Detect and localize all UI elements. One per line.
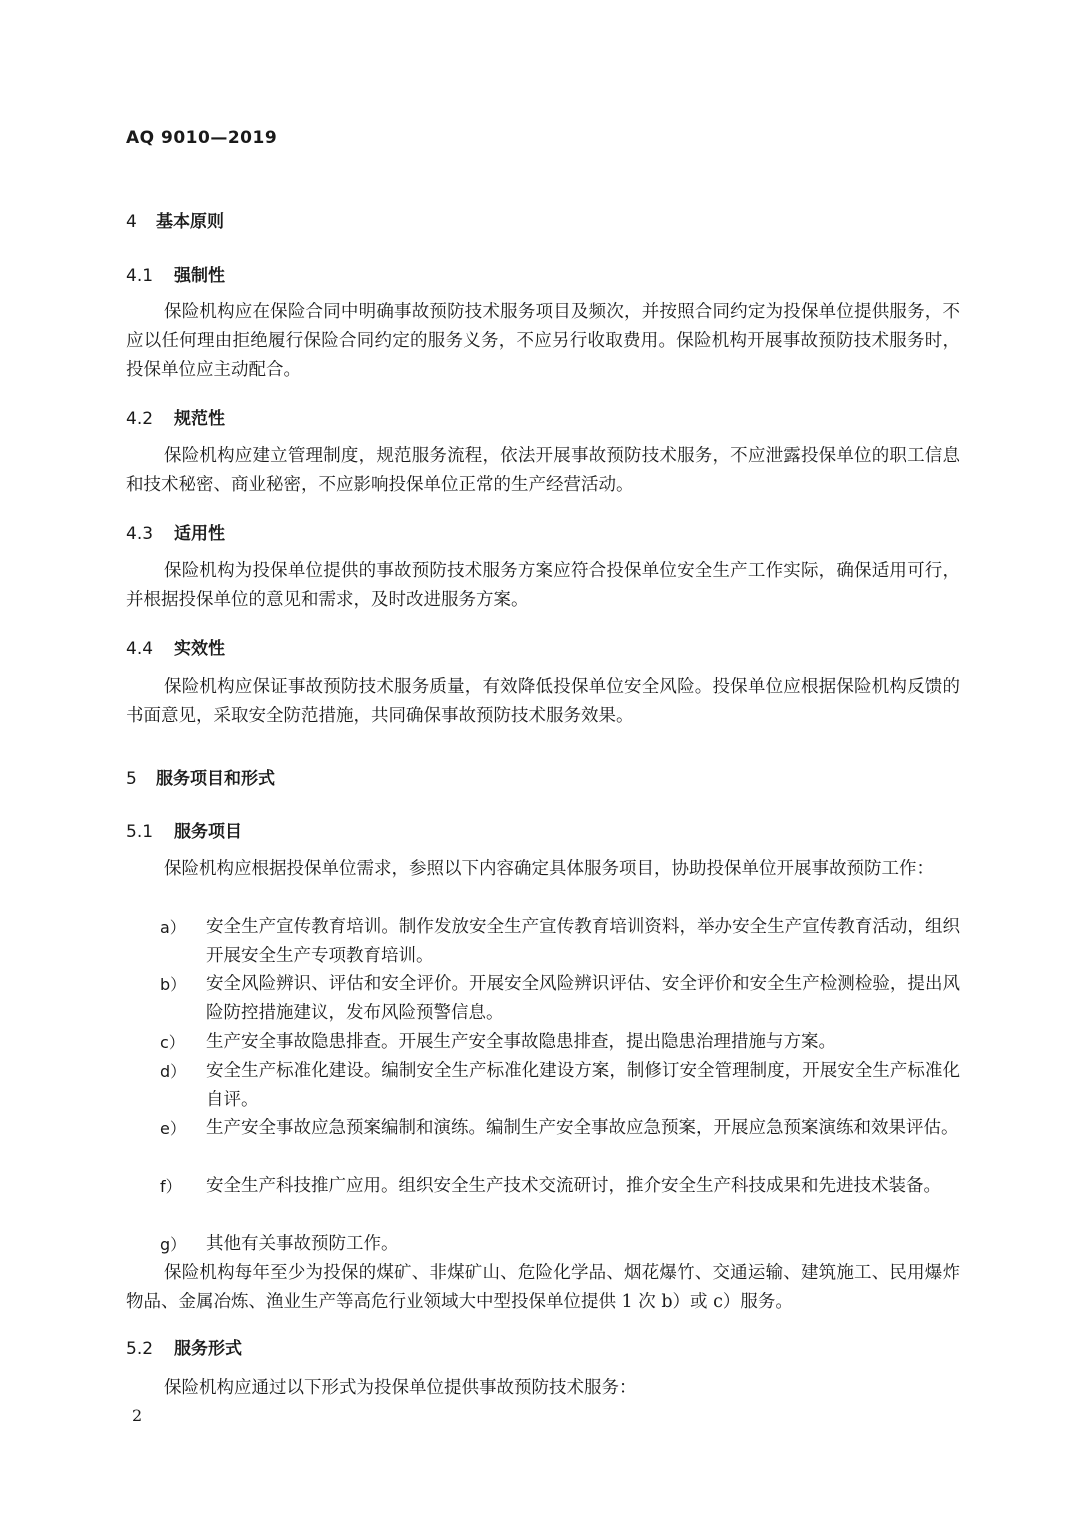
list-item [160,1172,960,1201]
list-item [160,1114,960,1143]
list-item-text: 生产安全事故隐患排查。开展生产安全事故隐患排查，提出隐患治理措施与方案。 [206,1032,836,1052]
page-number: 2 [132,1406,143,1425]
section-title: 服务形式 [174,1339,242,1359]
list-marker: f） [160,1177,182,1196]
section-4-4-heading [126,634,225,659]
section-4-2-heading [126,404,225,429]
list-item [160,913,960,971]
list-item [160,1057,960,1115]
section-number: 4.3 [126,524,154,544]
section-number: 4.2 [126,409,154,429]
section-number: 5.1 [126,822,154,842]
list-marker: g） [160,1235,187,1254]
list-item [160,970,960,1028]
list-item [160,1028,960,1057]
list-item-text: 生产安全事故应急预案编制和演练。编制生产安全事故应急预案，开展应急预案演练和效果评估。 [206,1118,959,1138]
section-4-2-paragraph: 保险机构应建立管理制度，规范服务流程，依法开展事故预防技术服务，不应泄露投保单位的职工信息和技术秘密、商业秘密，不应影响投保单位正常的生产经营活动。 [126,446,960,495]
section-number: 4.1 [126,266,154,286]
section-5-1-closing: 保险机构每年至少为投保的煤矿、非煤矿山、危险化学品、烟花爆竹、交通运输、建筑施工、民用爆炸物品、金属冶炼、渔业生产等高危行业领域大中型投保单位提供 1 次 b）或 c）服务。 [126,1263,960,1312]
section-number: 4 [126,212,137,232]
section-4-heading [126,207,224,232]
section-4-4-paragraph: 保险机构应保证事故预防技术服务质量，有效降低投保单位安全风险。投保单位应根据保险机构反馈的书面意见，采取安全防范措施，共同确保事故预防技术服务效果。 [126,677,960,726]
list-marker: c） [160,1033,185,1052]
section-title: 实效性 [174,639,225,659]
list-item-text: 安全风险辨识、评估和安全评价。开展安全风险辨识评估、安全评价和安全生产检测检验，提出风险防控措施建议，发布风险预警信息。 [206,974,960,1023]
section-5-2-paragraph: 保险机构应通过以下形式为投保单位提供事故预防技术服务： [164,1378,637,1398]
section-4-1-paragraph: 保险机构应在保险合同中明确事故预防技术服务项目及频次，并按照合同约定为投保单位提供服务，不应以任何理由拒绝履行保险合同约定的服务义务，不应另行收取费用。保险机构开展事故预防技术服务时，投保单位应主动配合。 [126,302,960,380]
section-number: 4.4 [126,639,154,659]
section-number: 5 [126,769,137,789]
section-title: 服务项目和形式 [156,769,275,789]
section-title: 服务项目 [174,822,242,842]
section-number: 5.2 [126,1339,154,1359]
list-item-text: 安全生产宣传教育培训。制作发放安全生产宣传教育培训资料，举办安全生产宣传教育活动，组织开展安全生产专项教育培训。 [206,917,960,966]
document-code: AQ 9010—2019 [126,128,278,148]
list-item [160,1230,960,1259]
list-item-text: 安全生产标准化建设。编制安全生产标准化建设方案，制修订安全管理制度，开展安全生产标准化自评。 [206,1061,960,1110]
section-title: 规范性 [174,409,225,429]
section-5-2-heading [126,1334,242,1359]
list-marker: b） [160,975,187,994]
section-5-heading [126,764,275,789]
section-5-1-heading [126,817,242,842]
section-4-3-paragraph: 保险机构为投保单位提供的事故预防技术服务方案应符合投保单位安全生产工作实际，确保适用可行，并根据投保单位的意见和需求，及时改进服务方案。 [126,561,960,610]
section-title: 强制性 [174,266,225,286]
section-title: 适用性 [174,524,225,544]
list-item-text: 其他有关事故预防工作。 [206,1234,399,1254]
list-marker: e） [160,1119,186,1138]
section-title: 基本原则 [156,212,224,232]
section-4-3-heading [126,519,225,544]
list-item-text: 安全生产科技推广应用。组织安全生产技术交流研讨，推介安全生产科技成果和先进技术装备。 [206,1176,941,1196]
section-4-1-heading [126,261,225,286]
list-marker: d） [160,1062,187,1081]
section-5-1-intro: 保险机构应根据投保单位需求，参照以下内容确定具体服务项目，协助投保单位开展事故预防工作： [164,859,934,879]
list-marker: a） [160,918,186,937]
